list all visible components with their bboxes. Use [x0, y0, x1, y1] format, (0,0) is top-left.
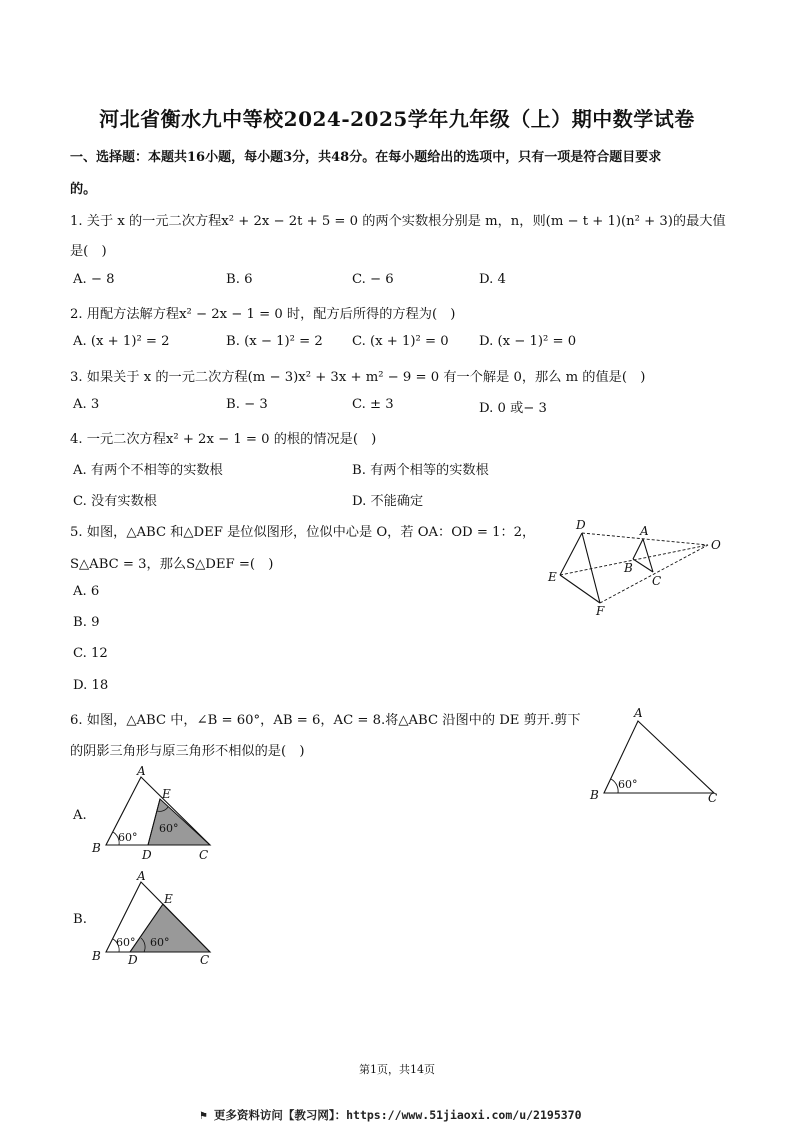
- question-5-text: 5. 如图，△ABC 和△DEF 是位似图形，位似中心是 O，若 OA：OD = 1：2，: [70, 525, 536, 540]
- q6-label-b: B: [590, 788, 599, 802]
- ad-text[interactable]: 更多资料访问【教习网】：https://www.51jiaoxi.com/u/2195370: [213, 1108, 582, 1122]
- q5-label-b: B: [624, 561, 633, 575]
- question-1-text-cont: 是( ): [70, 244, 107, 259]
- q6-label-a: A: [634, 706, 643, 720]
- q5-figure: [540, 515, 730, 620]
- question-6-text-cont: 的阴影三角形与原三角形不相似的是( ): [70, 744, 305, 759]
- q2-option-d[interactable]: D. (x − 1)² = 0: [479, 334, 577, 349]
- q6b-label-d: D: [128, 953, 138, 966]
- q5-label-c: C: [652, 574, 662, 588]
- q6b-label-e: E: [164, 892, 173, 906]
- q3-option-c[interactable]: C. ± 3: [352, 397, 394, 412]
- q2-option-b[interactable]: B. (x − 1)² = 2: [226, 334, 323, 349]
- q6b-label-angle-d: 60°: [150, 936, 170, 949]
- q6-option-a-label[interactable]: A.: [73, 808, 87, 823]
- q5-option-d[interactable]: D. 18: [73, 678, 109, 693]
- q6a-label-c: C: [199, 848, 209, 862]
- page-footer: 第1页，共14页: [359, 1063, 435, 1076]
- q3-option-a[interactable]: A. 3: [73, 397, 100, 412]
- q3-option-d[interactable]: D. 0 或− 3: [479, 401, 547, 416]
- q6a-label-b: B: [92, 841, 101, 855]
- q6-option-a-figure[interactable]: [86, 765, 216, 863]
- section-heading-cont: 的。: [70, 182, 97, 197]
- q6-option-b-label[interactable]: B.: [73, 912, 87, 927]
- q6b-label-b: B: [92, 949, 101, 963]
- q3-option-b[interactable]: B. − 3: [226, 397, 268, 412]
- q5-label-a: A: [640, 524, 649, 538]
- q5-label-f: F: [596, 604, 605, 618]
- q6a-label-angle-e: 60°: [159, 822, 179, 835]
- q5-option-c[interactable]: C. 12: [73, 646, 108, 661]
- question-2-text: 2. 用配方法解方程x² − 2x − 1 = 0 时，配方后所得的方程为( ): [70, 307, 456, 322]
- q6-option-b-figure[interactable]: [86, 868, 216, 966]
- q5-option-a[interactable]: A. 6: [73, 584, 100, 599]
- q4-option-d[interactable]: D. 不能确定: [352, 494, 424, 509]
- question-4-text: 4. 一元二次方程x² + 2x − 1 = 0 的根的情况是( ): [70, 432, 377, 447]
- q5-label-o: O: [711, 538, 721, 552]
- q2-option-c[interactable]: C. (x + 1)² = 0: [352, 334, 449, 349]
- q6-label-c: C: [708, 791, 718, 805]
- q6a-label-e: E: [162, 787, 171, 801]
- q6a-label-a: A: [137, 765, 146, 778]
- q5-label-e: E: [548, 570, 557, 584]
- q6-label-angle: 60°: [618, 778, 638, 791]
- q6b-label-a: A: [137, 869, 146, 883]
- q1-option-b[interactable]: B. 6: [226, 272, 253, 287]
- question-3-text: 3. 如果关于 x 的一元二次方程(m − 3)x² + 3x + m² − 9 = 0 有一个解是 0，那么 m 的值是( ): [70, 370, 646, 385]
- q5-label-d: D: [576, 518, 586, 532]
- page-title: 河北省衡水九中等校2024-2025学年九年级（上）期中数学试卷: [99, 107, 695, 131]
- section-heading: 一、选择题：本题共16小题，每小题3分，共48分。在每小题给出的选项中，只有一项是符合题目要求: [70, 150, 662, 165]
- q1-option-d[interactable]: D. 4: [479, 272, 506, 287]
- q4-option-b[interactable]: B. 有两个相等的实数根: [352, 463, 489, 478]
- question-5-text-cont: S△ABC = 3，那么S△DEF =( ): [70, 557, 274, 572]
- q4-option-a[interactable]: A. 有两个不相等的实数根: [73, 463, 223, 478]
- q6a-label-angle-b: 60°: [118, 831, 138, 844]
- q6-figure: [580, 705, 730, 805]
- flag-icon: ⚑: [200, 1108, 214, 1122]
- q1-option-a[interactable]: A. − 8: [73, 272, 115, 287]
- q1-option-c[interactable]: C. − 6: [352, 272, 394, 287]
- q6b-label-angle-b: 60°: [116, 936, 136, 949]
- question-1-text: 1. 关于 x 的一元二次方程x² + 2x − 2t + 5 = 0 的两个实数根分别是 m，n，则(m − t + 1)(n² + 3)的最大值: [70, 214, 726, 229]
- q2-option-a[interactable]: A. (x + 1)² = 2: [73, 334, 170, 349]
- q4-option-c[interactable]: C. 没有实数根: [73, 494, 157, 509]
- q5-option-b[interactable]: B. 9: [73, 615, 100, 630]
- q6b-label-c: C: [200, 953, 210, 966]
- ad-link[interactable]: [200, 1107, 582, 1123]
- q6a-label-d: D: [142, 848, 152, 862]
- question-6-text: 6. 如图，△ABC 中，∠B = 60°，AB = 6，AC = 8.将△ABC 沿图中的 DE 剪开.剪下: [70, 713, 581, 728]
